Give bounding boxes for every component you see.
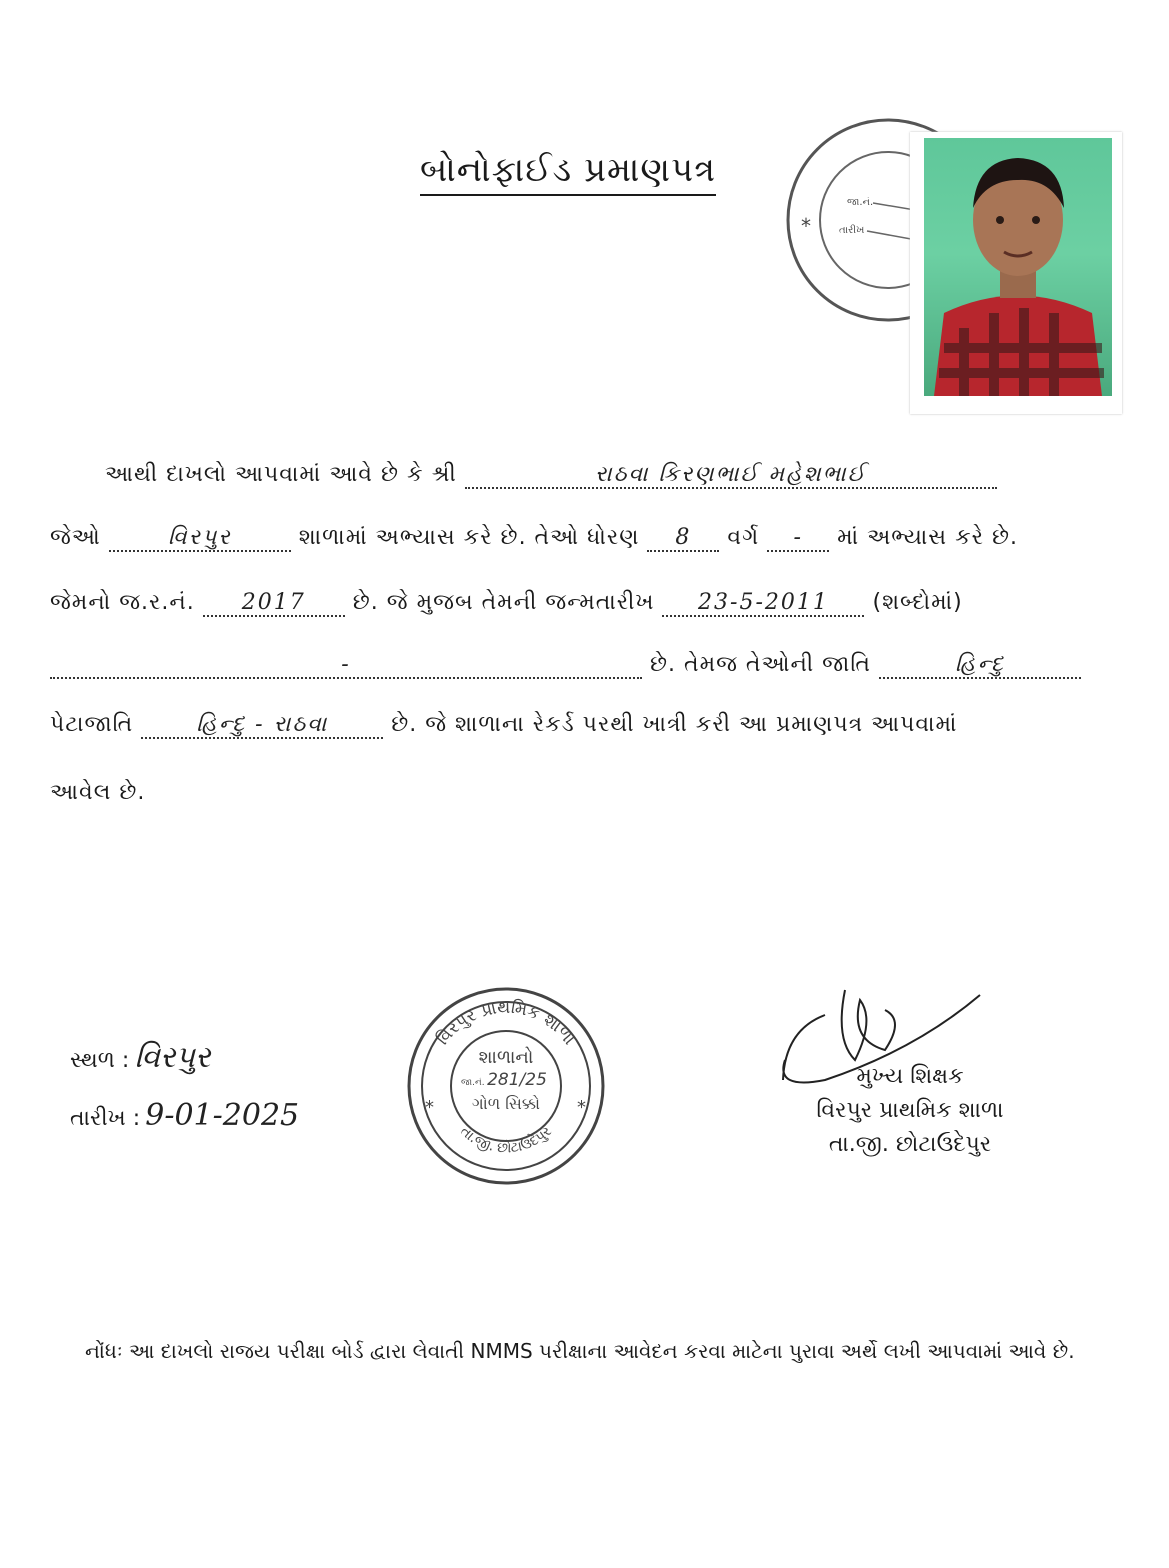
body-line-4 (50, 652, 1150, 679)
body-text: જેઓ (50, 525, 101, 550)
gr-number-field: 2017 (203, 590, 345, 617)
seal-inner-label: જા.નં. (847, 197, 874, 208)
seal-ring-text: વિરપુર પ્રાથમિક શાળા (432, 997, 580, 1050)
student-name-field: રાઠવા કિરણભાઈ મહેશભાઈ (465, 462, 997, 489)
svg-text:*: * (577, 1097, 586, 1118)
seal-number: 281/25 (487, 1070, 547, 1090)
date-value: 9-01-2025 (145, 1098, 300, 1133)
signature-block (760, 1060, 1060, 1162)
signature-school: વિરપુર પ્રાથમિક શાળા (816, 1098, 1004, 1123)
svg-text:તા.જી. છોટાઉદેપુર (457, 1123, 555, 1156)
seal-inner-seal: ગોળ સિક્કો (472, 1094, 540, 1113)
body-line-6 (50, 780, 1150, 805)
place-value: વિરપુર (134, 1040, 211, 1075)
school-seal-bottom (405, 985, 607, 1187)
place-row (70, 1040, 210, 1075)
body-line-2 (50, 525, 1150, 552)
body-text: આવેલ છે. (50, 780, 146, 805)
body-text: માં અભ્યાસ કરે છે. (837, 525, 1019, 550)
body-text: જેમનો જ.ર.નં. (50, 590, 195, 615)
svg-text:વિરપુર પ્રાથમિક શાળા (433, 998, 579, 1049)
sub-caste-field: હિન્દુ - રાઠવા (141, 712, 383, 739)
body-text: (શબ્દોમાં) (872, 590, 963, 615)
signature-taluka: તા.જી. છોટાઉદેપુર (828, 1132, 992, 1157)
seal-number-label: જા.નં. (461, 1078, 485, 1088)
body-text: વર્ગ (727, 525, 760, 550)
student-photo (910, 132, 1122, 414)
seal-bottom-text: તા.જી. છોટાઉદેપુર (457, 1123, 555, 1157)
birth-date-field: 23-5-2011 (662, 590, 864, 617)
seal-inner-label: તારીખ (839, 225, 865, 236)
body-text: છે. જે મુજબ તેમની જન્મતારીખ (352, 590, 655, 615)
page-title: બોનોફાઈડ પ્રમાણપત્ર (420, 150, 716, 196)
date-row (70, 1098, 299, 1133)
svg-text:*: * (425, 1097, 434, 1118)
body-text: આથી દાખલો આપવામાં આવે છે કે શ્રી (105, 462, 457, 487)
body-line-1 (105, 462, 1145, 489)
body-line-3 (50, 590, 1150, 617)
svg-text:*: * (801, 214, 811, 238)
place-label: સ્થળ : (70, 1048, 130, 1073)
caste-field: હિન્દુ (879, 652, 1081, 679)
division-field: - (767, 525, 829, 552)
body-text: પેટાજાતિ (50, 712, 134, 737)
body-text: છે. તેમજ તેઓની જાતિ (650, 652, 871, 677)
body-text: છે. જે શાળાના રેકર્ડ પરથી ખાત્રી કરી આ પ્રમાણપત્ર આપવામાં (391, 712, 958, 737)
birth-date-words-field: - (50, 652, 642, 679)
student-portrait-image (924, 138, 1112, 396)
seal-inner-top: શાળાનો (478, 1047, 534, 1068)
body-text: શાળામાં અભ્યાસ કરે છે. તેઓ ધોરણ (298, 525, 640, 550)
standard-field: 8 (647, 525, 719, 552)
signature-title: મુખ્ય શિક્ષક (856, 1064, 964, 1089)
school-name-field: વિરપુર (109, 525, 291, 552)
footnote: નોંધઃ આ દાખલો રાજય પરીક્ષા બોર્ડ દ્વારા લેવાતી NMMS પરીક્ષાના આવેદન કરવા માટેના પુરાવા અર્થે લખી આપવામાં આવે છે. (85, 1339, 1075, 1363)
body-line-5 (50, 712, 1150, 739)
date-label: તારીખ : (70, 1106, 141, 1131)
